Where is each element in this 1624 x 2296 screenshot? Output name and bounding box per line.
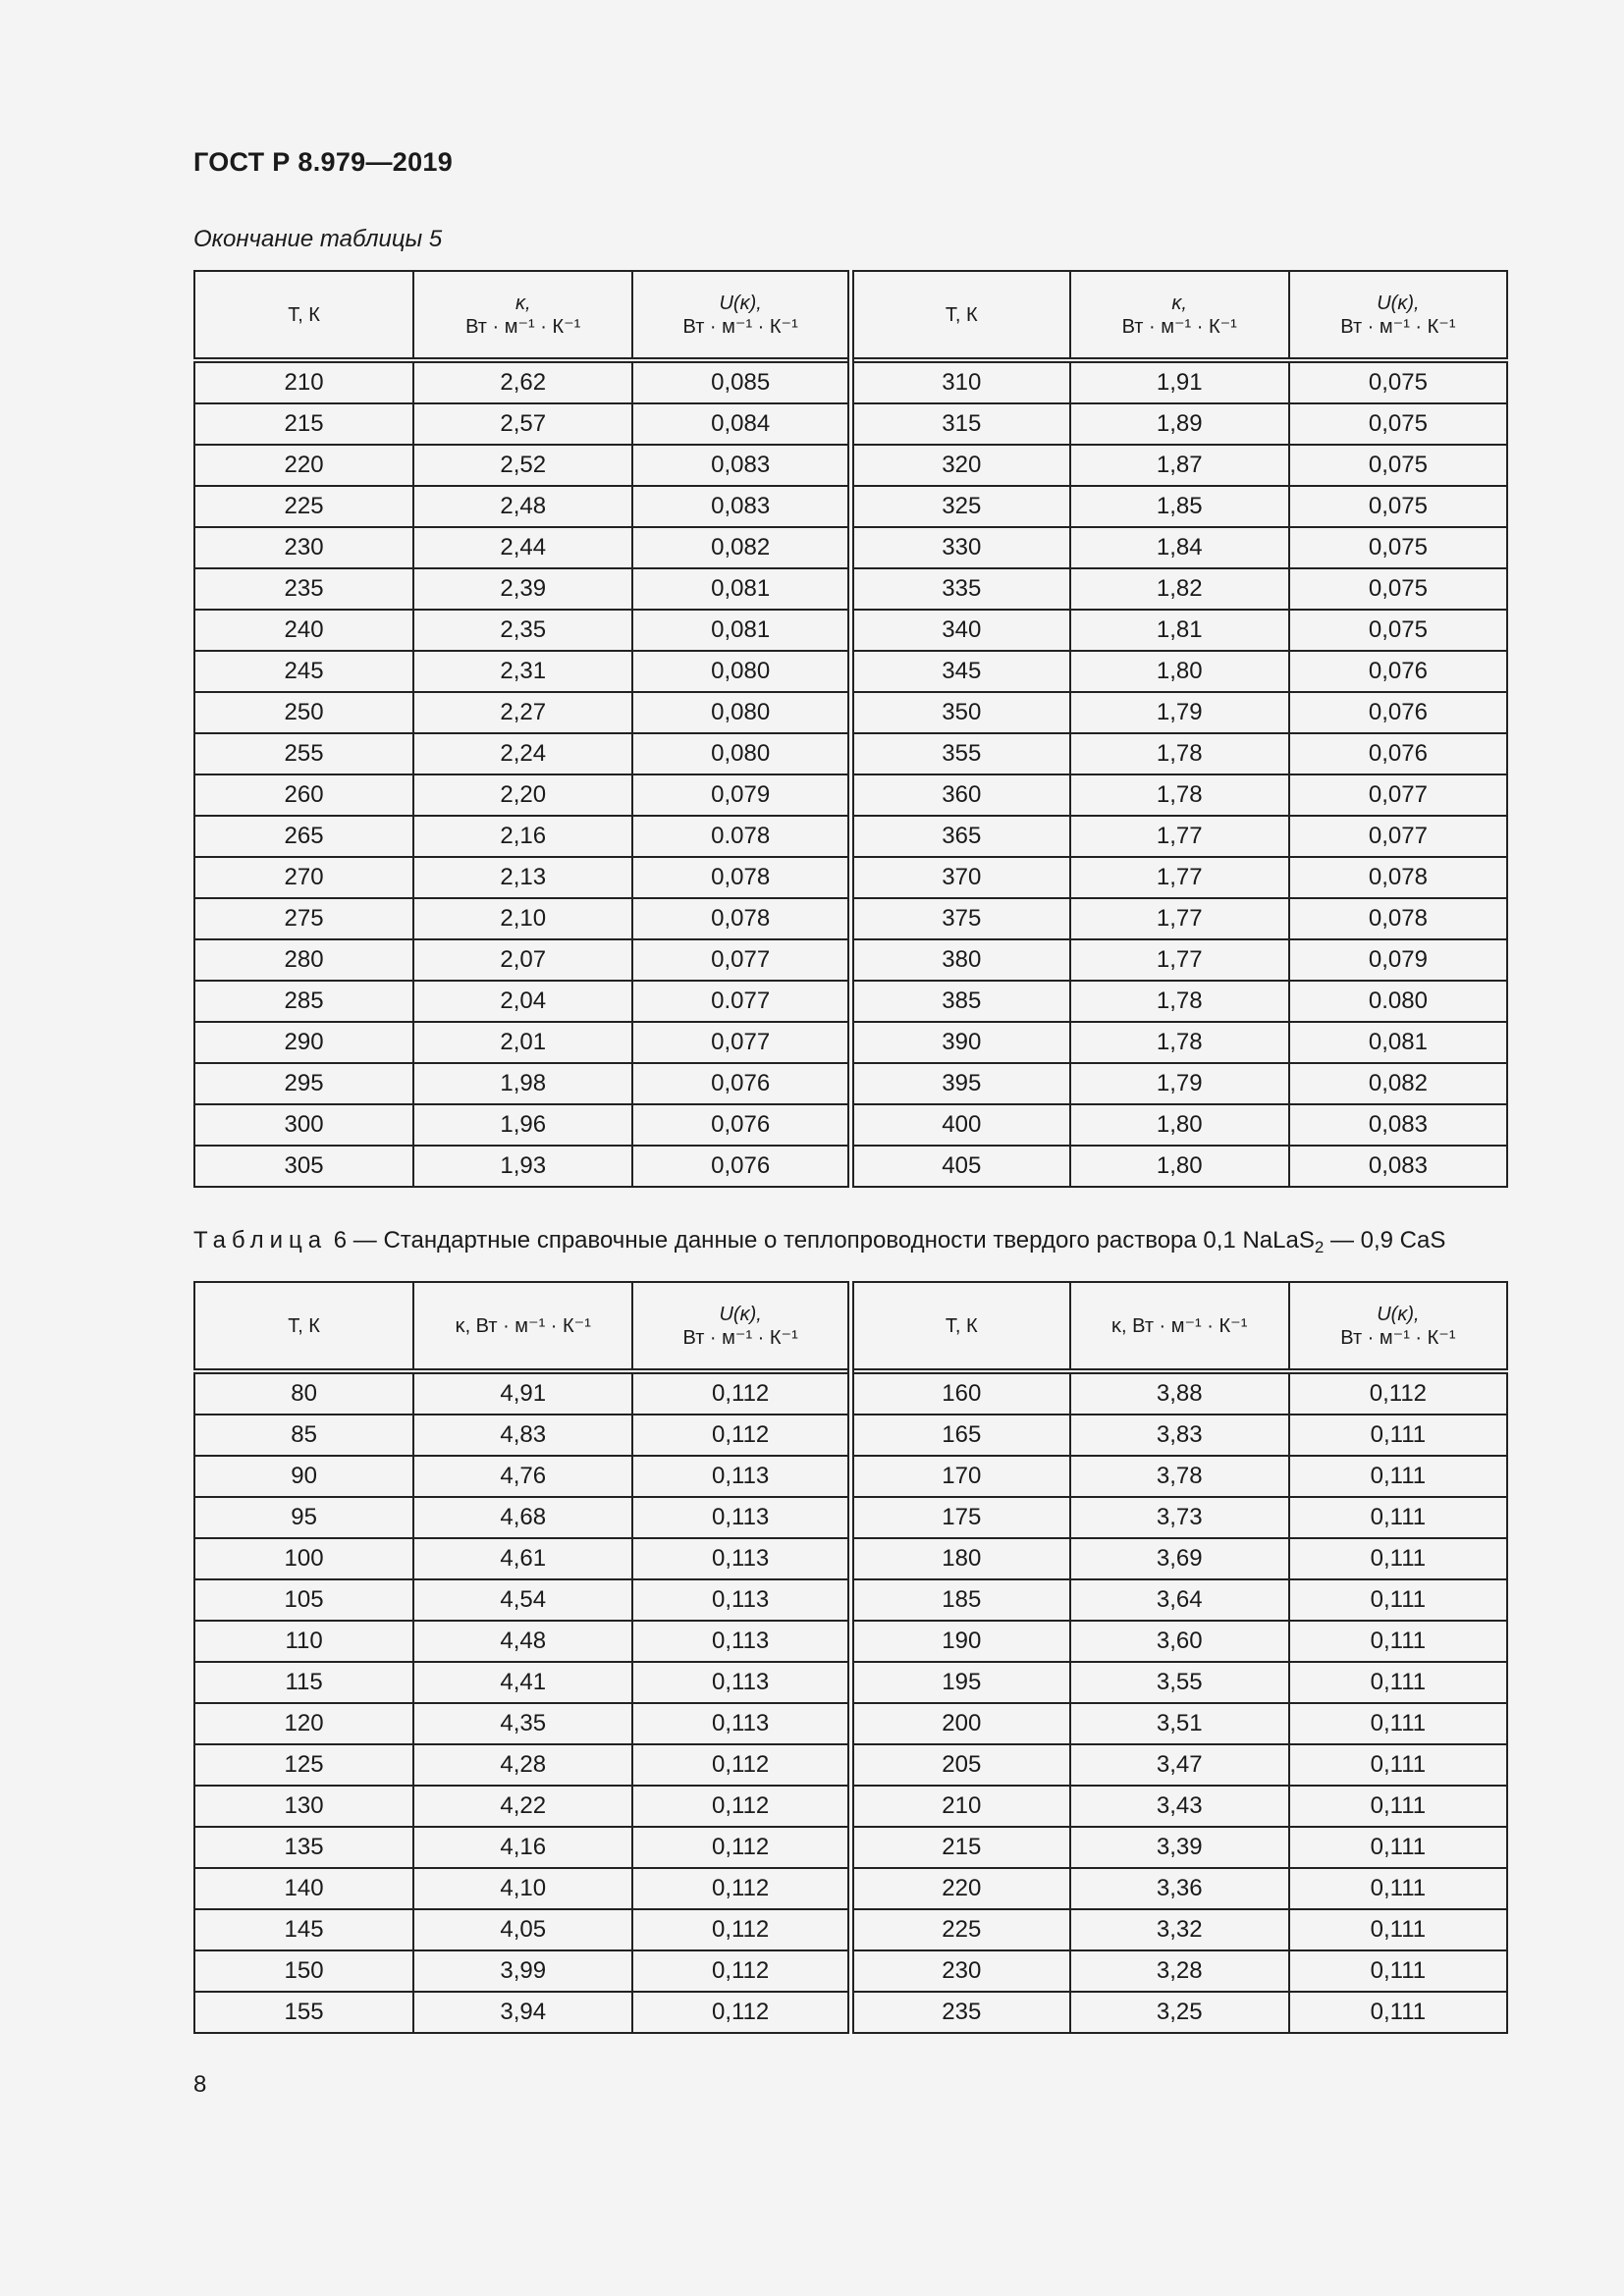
cell-temperature: 230 (194, 527, 413, 568)
cell-temperature: 335 (850, 568, 1069, 610)
table-row (194, 939, 1507, 981)
cell-conductivity: 2,35 (413, 610, 632, 651)
cell-temperature: 130 (194, 1786, 413, 1827)
cell-temperature: 385 (850, 981, 1069, 1022)
table5-body (194, 360, 1507, 1187)
cell-conductivity: 1,82 (1070, 568, 1289, 610)
cell-conductivity: 1,89 (1070, 403, 1289, 445)
cell-conductivity: 3,28 (1070, 1950, 1289, 1992)
cell-temperature: 285 (194, 981, 413, 1022)
cell-conductivity: 3,64 (1070, 1579, 1289, 1621)
table-row (194, 692, 1507, 733)
cell-uncertainty: 0,111 (1289, 1456, 1507, 1497)
cell-temperature: 295 (194, 1063, 413, 1104)
cell-uncertainty: 0,113 (632, 1621, 850, 1662)
cell-uncertainty: 0,075 (1289, 568, 1507, 610)
cell-conductivity: 4,28 (413, 1744, 632, 1786)
cell-temperature: 115 (194, 1662, 413, 1703)
table-row (194, 527, 1507, 568)
table-row (194, 1868, 1507, 1909)
table6 (193, 1281, 1508, 2034)
col-header-temperature: Т, К (194, 1282, 413, 1371)
cell-conductivity: 2,24 (413, 733, 632, 774)
cell-temperature: 150 (194, 1950, 413, 1992)
cell-conductivity: 2,27 (413, 692, 632, 733)
cell-conductivity: 2,31 (413, 651, 632, 692)
cell-uncertainty: 0,111 (1289, 1703, 1507, 1744)
cell-uncertainty: 0,081 (1289, 1022, 1507, 1063)
cell-conductivity: 2,62 (413, 360, 632, 403)
table-row (194, 1063, 1507, 1104)
cell-conductivity: 3,32 (1070, 1909, 1289, 1950)
col-header-temperature: Т, К (850, 1282, 1069, 1371)
table5-caption: Окончание таблицы 5 (193, 226, 443, 252)
cell-conductivity: 2,13 (413, 857, 632, 898)
cell-conductivity: 1,78 (1070, 981, 1289, 1022)
cell-conductivity: 1,84 (1070, 527, 1289, 568)
cell-temperature: 200 (850, 1703, 1069, 1744)
cell-conductivity: 1,77 (1070, 816, 1289, 857)
cell-uncertainty: 0,083 (1289, 1146, 1507, 1187)
cell-temperature: 390 (850, 1022, 1069, 1063)
cell-uncertainty: 0,075 (1289, 360, 1507, 403)
cell-conductivity: 2,04 (413, 981, 632, 1022)
cell-uncertainty: 0,082 (632, 527, 850, 568)
cell-uncertainty: 0,113 (632, 1538, 850, 1579)
cell-uncertainty: 0,111 (1289, 1662, 1507, 1703)
cell-uncertainty: 0,080 (632, 692, 850, 733)
col-header-uncertainty: U(κ), Вт · м⁻¹ · К⁻¹ (1289, 1282, 1507, 1371)
cell-conductivity: 1,80 (1070, 1104, 1289, 1146)
cell-uncertainty: 0,078 (632, 898, 850, 939)
table-row (194, 1827, 1507, 1868)
cell-uncertainty: 0,079 (1289, 939, 1507, 981)
cell-uncertainty: 0,078 (1289, 857, 1507, 898)
cell-uncertainty: 0,111 (1289, 1827, 1507, 1868)
cell-conductivity: 1,78 (1070, 774, 1289, 816)
table-row (194, 816, 1507, 857)
cell-temperature: 160 (850, 1371, 1069, 1415)
table-row (194, 857, 1507, 898)
cell-temperature: 245 (194, 651, 413, 692)
cell-temperature: 105 (194, 1579, 413, 1621)
cell-conductivity: 3,78 (1070, 1456, 1289, 1497)
cell-uncertainty: 0,085 (632, 360, 850, 403)
table-row (194, 981, 1507, 1022)
cell-conductivity: 2,57 (413, 403, 632, 445)
cell-temperature: 290 (194, 1022, 413, 1063)
cell-uncertainty: 0,112 (632, 1950, 850, 1992)
cell-conductivity: 3,99 (413, 1950, 632, 1992)
cell-temperature: 355 (850, 733, 1069, 774)
cell-uncertainty: 0,076 (1289, 692, 1507, 733)
cell-conductivity: 4,16 (413, 1827, 632, 1868)
table6-body (194, 1371, 1507, 2033)
cell-conductivity: 1,77 (1070, 939, 1289, 981)
cell-uncertainty: 0,113 (632, 1703, 850, 1744)
cell-conductivity: 4,05 (413, 1909, 632, 1950)
cell-conductivity: 3,43 (1070, 1786, 1289, 1827)
cell-uncertainty: 0,111 (1289, 1786, 1507, 1827)
cell-conductivity: 1,77 (1070, 898, 1289, 939)
cell-temperature: 320 (850, 445, 1069, 486)
cell-temperature: 85 (194, 1415, 413, 1456)
table-row (194, 1538, 1507, 1579)
cell-uncertainty: 0,079 (632, 774, 850, 816)
cell-temperature: 190 (850, 1621, 1069, 1662)
cell-uncertainty: 0,075 (1289, 445, 1507, 486)
cell-temperature: 120 (194, 1703, 413, 1744)
table-row (194, 1415, 1507, 1456)
cell-conductivity: 3,83 (1070, 1415, 1289, 1456)
cell-temperature: 220 (194, 445, 413, 486)
cell-conductivity: 4,68 (413, 1497, 632, 1538)
col-header-conductivity: κ, Вт · м⁻¹ · К⁻¹ (413, 1282, 632, 1371)
cell-uncertainty: 0.078 (632, 816, 850, 857)
cell-uncertainty: 0,112 (632, 1992, 850, 2033)
cell-uncertainty: 0,111 (1289, 1744, 1507, 1786)
cell-uncertainty: 0.077 (632, 981, 850, 1022)
col-header-temperature: Т, К (194, 271, 413, 360)
page-number: 8 (193, 2071, 207, 2098)
cell-conductivity: 3,55 (1070, 1662, 1289, 1703)
cell-conductivity: 2,52 (413, 445, 632, 486)
table-row (194, 445, 1507, 486)
cell-uncertainty: 0,112 (1289, 1371, 1507, 1415)
cell-temperature: 375 (850, 898, 1069, 939)
cell-uncertainty: 0,080 (632, 733, 850, 774)
cell-temperature: 265 (194, 816, 413, 857)
table5-header-row (194, 271, 1507, 360)
cell-temperature: 250 (194, 692, 413, 733)
cell-temperature: 155 (194, 1992, 413, 2033)
cell-conductivity: 1,77 (1070, 857, 1289, 898)
cell-temperature: 210 (194, 360, 413, 403)
cell-conductivity: 4,35 (413, 1703, 632, 1744)
cell-temperature: 180 (850, 1538, 1069, 1579)
table-row (194, 1104, 1507, 1146)
table-row (194, 774, 1507, 816)
table-row (194, 1950, 1507, 1992)
cell-temperature: 80 (194, 1371, 413, 1415)
table-row (194, 1146, 1507, 1187)
cell-conductivity: 4,48 (413, 1621, 632, 1662)
cell-uncertainty: 0,111 (1289, 1909, 1507, 1950)
cell-uncertainty: 0,076 (632, 1063, 850, 1104)
cell-uncertainty: 0,075 (1289, 610, 1507, 651)
cell-temperature: 340 (850, 610, 1069, 651)
cell-conductivity: 3,60 (1070, 1621, 1289, 1662)
table-row (194, 1662, 1507, 1703)
cell-temperature: 145 (194, 1909, 413, 1950)
cell-uncertainty: 0,113 (632, 1579, 850, 1621)
col-header-conductivity: κ, Вт · м⁻¹ · К⁻¹ (1070, 271, 1289, 360)
cell-uncertainty: 0,113 (632, 1497, 850, 1538)
cell-uncertainty: 0,113 (632, 1456, 850, 1497)
cell-temperature: 100 (194, 1538, 413, 1579)
cell-conductivity: 1,80 (1070, 651, 1289, 692)
table-row (194, 1456, 1507, 1497)
col-header-temperature: Т, К (850, 271, 1069, 360)
cell-uncertainty: 0,076 (632, 1146, 850, 1187)
cell-temperature: 140 (194, 1868, 413, 1909)
cell-temperature: 350 (850, 692, 1069, 733)
table-row (194, 651, 1507, 692)
cell-temperature: 215 (194, 403, 413, 445)
cell-temperature: 225 (194, 486, 413, 527)
table-row (194, 1703, 1507, 1744)
cell-temperature: 110 (194, 1621, 413, 1662)
table-row (194, 1909, 1507, 1950)
cell-conductivity: 1,80 (1070, 1146, 1289, 1187)
cell-conductivity: 4,41 (413, 1662, 632, 1703)
cell-temperature: 380 (850, 939, 1069, 981)
cell-temperature: 280 (194, 939, 413, 981)
cell-temperature: 395 (850, 1063, 1069, 1104)
table-row (194, 1786, 1507, 1827)
cell-temperature: 225 (850, 1909, 1069, 1950)
cell-uncertainty: 0,111 (1289, 1950, 1507, 1992)
table-row (194, 486, 1507, 527)
cell-conductivity: 2,16 (413, 816, 632, 857)
cell-temperature: 210 (850, 1786, 1069, 1827)
cell-conductivity: 4,61 (413, 1538, 632, 1579)
cell-temperature: 315 (850, 403, 1069, 445)
cell-temperature: 95 (194, 1497, 413, 1538)
cell-uncertainty: 0,082 (1289, 1063, 1507, 1104)
cell-uncertainty: 0,080 (632, 651, 850, 692)
cell-conductivity: 1,87 (1070, 445, 1289, 486)
cell-uncertainty: 0,076 (632, 1104, 850, 1146)
table6-header-row (194, 1282, 1507, 1371)
cell-uncertainty: 0,111 (1289, 1868, 1507, 1909)
cell-uncertainty: 0,083 (1289, 1104, 1507, 1146)
cell-uncertainty: 0,076 (1289, 733, 1507, 774)
cell-uncertainty: 0,081 (632, 610, 850, 651)
cell-conductivity: 3,36 (1070, 1868, 1289, 1909)
cell-temperature: 300 (194, 1104, 413, 1146)
cell-conductivity: 3,25 (1070, 1992, 1289, 2033)
cell-uncertainty: 0,112 (632, 1909, 850, 1950)
cell-uncertainty: 0,077 (1289, 774, 1507, 816)
cell-uncertainty: 0,111 (1289, 1621, 1507, 1662)
cell-temperature: 175 (850, 1497, 1069, 1538)
cell-uncertainty: 0,077 (1289, 816, 1507, 857)
cell-uncertainty: 0,112 (632, 1415, 850, 1456)
cell-uncertainty: 0,113 (632, 1662, 850, 1703)
cell-uncertainty: 0,112 (632, 1868, 850, 1909)
cell-uncertainty: 0,083 (632, 445, 850, 486)
cell-uncertainty: 0,111 (1289, 1538, 1507, 1579)
cell-temperature: 230 (850, 1950, 1069, 1992)
cell-uncertainty: 0,075 (1289, 527, 1507, 568)
cell-conductivity: 3,51 (1070, 1703, 1289, 1744)
cell-uncertainty: 0,111 (1289, 1497, 1507, 1538)
cell-conductivity: 2,39 (413, 568, 632, 610)
cell-conductivity: 1,78 (1070, 733, 1289, 774)
cell-uncertainty: 0,111 (1289, 1415, 1507, 1456)
cell-uncertainty: 0,081 (632, 568, 850, 610)
cell-uncertainty: 0,076 (1289, 651, 1507, 692)
cell-uncertainty: 0,077 (632, 1022, 850, 1063)
cell-temperature: 240 (194, 610, 413, 651)
cell-temperature: 345 (850, 651, 1069, 692)
cell-conductivity: 1,98 (413, 1063, 632, 1104)
cell-uncertainty: 0,112 (632, 1786, 850, 1827)
col-header-uncertainty: U(κ), Вт · м⁻¹ · К⁻¹ (632, 1282, 850, 1371)
cell-conductivity: 3,73 (1070, 1497, 1289, 1538)
table-row (194, 568, 1507, 610)
cell-temperature: 235 (850, 1992, 1069, 2033)
cell-uncertainty: 0,111 (1289, 1992, 1507, 2033)
cell-uncertainty: 0,111 (1289, 1579, 1507, 1621)
cell-conductivity: 1,79 (1070, 692, 1289, 733)
table-row (194, 733, 1507, 774)
cell-temperature: 90 (194, 1456, 413, 1497)
cell-uncertainty: 0,112 (632, 1371, 850, 1415)
cell-conductivity: 3,39 (1070, 1827, 1289, 1868)
table-row (194, 898, 1507, 939)
cell-conductivity: 3,69 (1070, 1538, 1289, 1579)
cell-conductivity: 2,10 (413, 898, 632, 939)
cell-temperature: 400 (850, 1104, 1069, 1146)
cell-conductivity: 1,85 (1070, 486, 1289, 527)
cell-temperature: 365 (850, 816, 1069, 857)
cell-temperature: 135 (194, 1827, 413, 1868)
cell-conductivity: 3,94 (413, 1992, 632, 2033)
cell-temperature: 405 (850, 1146, 1069, 1187)
document-id: ГОСТ Р 8.979—2019 (193, 147, 454, 177)
table-row (194, 1744, 1507, 1786)
cell-conductivity: 4,83 (413, 1415, 632, 1456)
cell-conductivity: 4,76 (413, 1456, 632, 1497)
cell-temperature: 220 (850, 1868, 1069, 1909)
table-row (194, 1579, 1507, 1621)
cell-temperature: 370 (850, 857, 1069, 898)
table-row (194, 360, 1507, 403)
cell-uncertainty: 0,075 (1289, 486, 1507, 527)
cell-uncertainty: 0,078 (632, 857, 850, 898)
cell-uncertainty: 0,075 (1289, 403, 1507, 445)
table-row (194, 1022, 1507, 1063)
cell-conductivity: 1,93 (413, 1146, 632, 1187)
cell-conductivity: 2,48 (413, 486, 632, 527)
cell-conductivity: 3,88 (1070, 1371, 1289, 1415)
table5 (193, 270, 1508, 1188)
cell-temperature: 165 (850, 1415, 1069, 1456)
cell-conductivity: 2,20 (413, 774, 632, 816)
col-header-uncertainty: U(κ), Вт · м⁻¹ · К⁻¹ (632, 271, 850, 360)
cell-conductivity: 1,79 (1070, 1063, 1289, 1104)
cell-temperature: 275 (194, 898, 413, 939)
cell-uncertainty: 0,077 (632, 939, 850, 981)
table-row (194, 1621, 1507, 1662)
cell-uncertainty: 0,112 (632, 1827, 850, 1868)
cell-temperature: 125 (194, 1744, 413, 1786)
cell-conductivity: 2,44 (413, 527, 632, 568)
cell-conductivity: 1,91 (1070, 360, 1289, 403)
cell-temperature: 325 (850, 486, 1069, 527)
cell-temperature: 330 (850, 527, 1069, 568)
cell-temperature: 185 (850, 1579, 1069, 1621)
cell-temperature: 310 (850, 360, 1069, 403)
cell-conductivity: 2,01 (413, 1022, 632, 1063)
cell-temperature: 270 (194, 857, 413, 898)
cell-conductivity: 3,47 (1070, 1744, 1289, 1786)
cell-uncertainty: 0.080 (1289, 981, 1507, 1022)
table6-caption: Таблица 6 — Стандартные справочные данные о теплопроводности твердого раствора 0,1 NaLaS$_2$ — 0,9 CaS (193, 1227, 1446, 1256)
table-row (194, 610, 1507, 651)
cell-uncertainty: 0,112 (632, 1744, 850, 1786)
cell-uncertainty: 0,083 (632, 486, 850, 527)
cell-temperature: 360 (850, 774, 1069, 816)
cell-temperature: 235 (194, 568, 413, 610)
cell-temperature: 215 (850, 1827, 1069, 1868)
cell-uncertainty: 0,084 (632, 403, 850, 445)
cell-temperature: 205 (850, 1744, 1069, 1786)
cell-temperature: 255 (194, 733, 413, 774)
table-row (194, 403, 1507, 445)
cell-conductivity: 2,07 (413, 939, 632, 981)
cell-uncertainty: 0,078 (1289, 898, 1507, 939)
table-row (194, 1992, 1507, 2033)
cell-conductivity: 4,22 (413, 1786, 632, 1827)
cell-conductivity: 1,96 (413, 1104, 632, 1146)
col-header-conductivity: κ, Вт · м⁻¹ · К⁻¹ (1070, 1282, 1289, 1371)
cell-temperature: 195 (850, 1662, 1069, 1703)
cell-conductivity: 1,81 (1070, 610, 1289, 651)
cell-temperature: 260 (194, 774, 413, 816)
cell-conductivity: 4,91 (413, 1371, 632, 1415)
cell-conductivity: 4,10 (413, 1868, 632, 1909)
col-header-uncertainty: U(κ), Вт · м⁻¹ · К⁻¹ (1289, 271, 1507, 360)
col-header-conductivity: κ, Вт · м⁻¹ · К⁻¹ (413, 271, 632, 360)
table-row (194, 1497, 1507, 1538)
cell-temperature: 170 (850, 1456, 1069, 1497)
cell-conductivity: 1,78 (1070, 1022, 1289, 1063)
cell-temperature: 305 (194, 1146, 413, 1187)
table-row (194, 1371, 1507, 1415)
cell-conductivity: 4,54 (413, 1579, 632, 1621)
